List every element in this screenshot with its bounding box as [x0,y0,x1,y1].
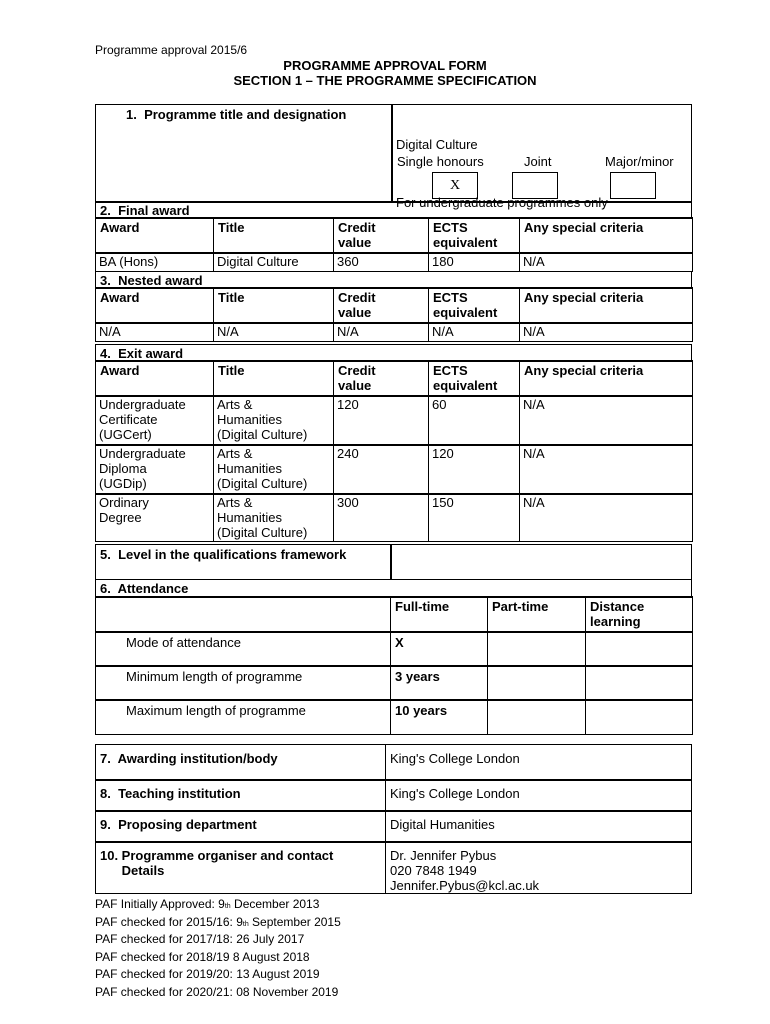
attendance-value [487,665,586,701]
programme-title: Digital Culture [396,137,478,152]
s8-value: King's College London [385,779,692,812]
opt-major-minor: Major/minor [605,154,674,169]
column-header: Full-time [390,596,488,633]
approval-line [95,967,341,985]
s3-section-header: 3. Nested award [95,271,692,289]
form-title: PROGRAMME APPROVAL FORM [283,58,487,73]
s2-section-header: 2. Final award [95,201,692,219]
s4-section-header: 4. Exit award [95,344,692,362]
table-cell: 120 [333,395,429,446]
approval-text: PAF checked for 2019/20: 13 August 2019 [95,967,320,981]
table-cell: Arts & Humanities (Digital Culture) [213,493,334,542]
approval-text: PAF checked for 2020/21: 08 November 2019 [95,984,339,999]
column-header: Any special criteria [519,217,693,254]
opt-single-honours: Single honours [397,154,484,169]
table-cell: N/A [519,322,693,342]
s9-label: 9. Proposing department [95,810,386,843]
table-cell: N/A [428,322,520,342]
table-cell: N/A [519,395,693,446]
approval-history [95,897,341,1002]
column-header: Title [213,217,334,254]
opt-joint: Joint [524,154,552,169]
approval-text: December 2013 [230,897,320,911]
approval-line [95,897,341,915]
table-cell: Undergraduate Certificate (UGCert) [95,395,214,446]
table-cell: 240 [333,444,429,495]
column-header: ECTS equivalent [428,287,520,324]
attendance-label: Minimum length of programme [95,665,391,701]
joint-checkbox[interactable] [512,172,558,199]
column-header: Distance learning [585,596,693,633]
table-cell: N/A [95,322,214,342]
column-header: Award [95,360,214,397]
table-cell: BA (Hons) [95,252,214,272]
table-cell: 360 [333,252,429,272]
table-cell: 120 [428,444,520,495]
table-cell: N/A [519,444,693,495]
qualification-level-field [390,544,692,580]
approval-text: PAF checked for 2015/16: 9 [95,914,243,929]
ug-note: For undergraduate programmes only [396,195,608,210]
column-header: Credit value [333,217,429,254]
attendance-value [585,631,693,667]
s1-label: 1. Programme title and designation [95,104,393,203]
table-cell: Arts & Humanities (Digital Culture) [213,444,334,495]
column-header: Award [95,287,214,324]
table-cell: N/A [519,252,693,272]
approval-line [95,950,341,968]
attendance-value [487,631,586,667]
column-header: Credit value [333,287,429,324]
table-cell: 60 [428,395,520,446]
table-cell: Ordinary Degree [95,493,214,542]
s6-section-header: 6. Attendance [95,579,692,598]
table-cell: 180 [428,252,520,272]
s10-label: 10. Programme organiser and contact Details [95,841,386,894]
s9-value: Digital Humanities [385,810,692,843]
column-header: Any special criteria [519,287,693,324]
table-cell: Undergraduate Diploma (UGDip) [95,444,214,495]
attendance-label: Maximum length of programme [95,699,391,735]
column-header: Part-time [487,596,586,633]
s7-label: 7. Awarding institution/body [95,744,386,781]
column-header: Any special criteria [519,360,693,397]
attendance-value [487,699,586,735]
approval-text: PAF checked for 2018/19 8 August 2018 [95,949,310,964]
table-cell: N/A [333,322,429,342]
column-header: Title [213,360,334,397]
column-header: ECTS equivalent [428,360,520,397]
attendance-label: Mode of attendance [95,631,391,667]
approval-line [95,932,341,950]
table-cell: N/A [519,493,693,542]
s7-value: King's College London [385,744,692,781]
approval-text: th [242,920,249,928]
attendance-value [585,665,693,701]
running-header: Programme approval 2015/6 [95,43,248,57]
approval-line [95,915,341,933]
major-minor-checkbox[interactable] [610,172,656,199]
table-cell: Digital Culture [213,252,334,272]
table-cell: Arts & Humanities (Digital Culture) [213,395,334,446]
table-cell: 150 [428,493,520,542]
column-header: Award [95,217,214,254]
column-header: Title [213,287,334,324]
s5-label: 5. Level in the qualifications framework [95,544,392,580]
column-header: ECTS equivalent [428,217,520,254]
s8-label: 8. Teaching institution [95,779,386,812]
single-honours-checkbox[interactable]: X [432,172,478,199]
section-title: SECTION 1 – THE PROGRAMME SPECIFICATION [233,73,537,88]
approval-text: PAF Initially Approved: 9 [95,897,225,911]
table-cell: N/A [213,322,334,342]
attendance-value: X [390,631,488,667]
attendance-value: 10 years [390,699,488,735]
approval-line [95,985,341,1003]
s10-value: Dr. Jennifer Pybus 020 7848 1949 Jennifer.Pybus@kcl.ac.uk [385,841,692,894]
approval-text: September 2015 [248,914,341,929]
approval-text: PAF checked for 2017/18: 26 July 2017 [95,932,305,946]
table-cell: 300 [333,493,429,542]
attendance-value [585,699,693,735]
approval-text: th [224,903,231,910]
attendance-value: 3 years [390,665,488,701]
column-header: Credit value [333,360,429,397]
blank-header [95,596,391,633]
